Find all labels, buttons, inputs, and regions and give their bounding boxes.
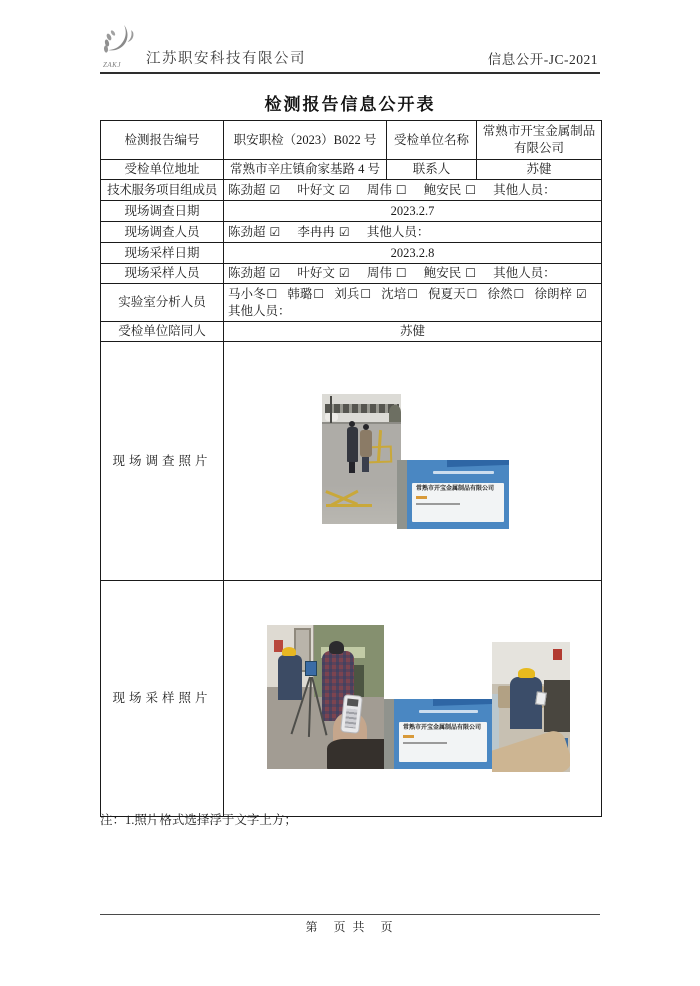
survey-date-label: 现场调查日期 [101,201,224,222]
member-name: 徐朗梓 [534,286,572,301]
member-item [228,182,280,199]
footnote: 注：1.照片格式选择浮于文字上方； [100,813,297,827]
sample-date-value: 2023.2.8 [224,243,602,264]
table-row [101,180,602,201]
member-name: 陈劲超 [228,266,266,281]
member-item [287,286,324,303]
member-name: 沈培 [381,286,407,301]
checkbox-empty-icon: ☐ [360,286,372,301]
blurred-header-text [433,471,495,474]
table-row [101,160,602,180]
member-item [367,265,407,282]
checkbox-checked-icon: ☑ [269,266,281,281]
others-label: 其他人员： [366,224,430,239]
table-row [101,201,602,222]
sample-staff-members [224,264,602,284]
member-item [428,286,477,303]
member-name: 韩璐 [287,286,313,301]
contact-label: 联系人 [387,160,477,180]
sample-photos-area [228,582,597,815]
person-tan-jacket [360,430,372,457]
page-footer [100,914,600,935]
member-item [297,182,349,199]
table-row [101,342,602,581]
member-name: 周伟 [366,182,392,197]
member-name: 叶好文 [297,182,335,197]
page-header [100,26,600,74]
checkbox-empty-icon: ☐ [313,286,325,301]
survey-staff-members [224,222,602,243]
member-item [297,265,349,282]
member-name: 陈劲超 [228,224,266,239]
app-screenshot-photo [384,699,492,769]
screen-top-bar [433,699,492,706]
member-item [297,224,349,241]
table-row [101,222,602,243]
table-row [101,264,602,284]
member-name: 鲍安民 [423,182,462,197]
blurred-address-text [416,503,460,506]
dark-machine [544,680,570,732]
table-row [101,322,602,342]
app-screenshot-photo [397,460,509,529]
checkbox-empty-icon: ☐ [466,286,478,301]
team-label: 技术服务项目组成员 [101,180,224,201]
yellow-hardhat [282,647,296,656]
screen-top-bar [447,460,509,467]
report-no-value: 职安职检（2023）B022 号 [224,121,387,160]
blurred-orange-text [416,496,427,499]
member-name: 陈劲超 [228,182,266,197]
workshop-sampling-photo [267,625,384,769]
red-sign [553,649,562,660]
lamp-post [330,396,332,423]
member-name: 鲍安民 [423,266,462,281]
unit-name-label: 受检单位名称 [387,121,477,160]
member-name: 马小冬 [228,286,266,301]
checkbox-empty-icon: ☐ [407,286,418,301]
member-name: 徐然 [487,286,513,301]
checkbox-checked-icon: ☑ [338,266,350,281]
checkbox-checked-icon: ☑ [269,182,281,197]
member-item [228,224,280,241]
member-name: 周伟 [366,266,392,281]
table-row [101,581,602,817]
member-item [534,286,586,303]
survey-staff-label: 现场调查人员 [101,222,224,243]
member-item [488,286,525,303]
checkbox-checked-icon: ☑ [269,224,281,239]
table-row [101,284,602,322]
survey-photos-label: 现场调查照片 [101,342,224,581]
shrub [389,405,401,422]
company-logo [100,24,142,70]
member-item [424,182,476,199]
sample-photos-label: 现场采样照片 [101,581,224,817]
others-label: 其他人员： [493,266,556,281]
accompany-label: 受检单位陪同人 [101,322,224,342]
member-item [381,286,418,303]
others-label: 其他人员： [493,182,556,197]
app-info-card [412,483,504,522]
handheld-detector [340,694,363,734]
checkbox-checked-icon: ☑ [575,286,587,301]
worker-blue-jacket [278,655,302,700]
report-no-label: 检测报告编号 [101,121,224,160]
checkbox-empty-icon: ☐ [266,286,278,301]
member-name: 倪夏天 [428,286,466,301]
team-members [224,180,602,201]
member-item [334,286,371,303]
member-name: 叶好文 [297,266,335,281]
table-row [101,243,602,264]
sample-photos-cell [224,581,602,817]
blue-sampler-device [305,661,317,676]
blurred-orange-text [403,735,414,738]
person-head [329,641,344,654]
worker-sampling-photo [492,642,570,772]
lab-staff-line2: 其他人员： [228,303,291,318]
member-name: 刘兵 [334,286,360,301]
foreground-arm [492,728,570,772]
yellow-hardhat [518,668,535,678]
logo-swoosh-icon [100,24,142,64]
checkbox-checked-icon: ☑ [338,182,350,197]
member-item [367,182,407,199]
member-name: 李冉冉 [297,224,335,239]
member-item [424,265,476,282]
checkbox-empty-icon: ☐ [395,182,407,197]
sample-date-label: 现场采样日期 [101,243,224,264]
unit-name-value: 常熟市开宝金属制品有限公司 [477,121,602,160]
survey-photos-area [228,343,597,579]
checkbox-empty-icon: ☐ [465,266,476,281]
app-info-card [399,722,487,762]
sample-staff-label: 现场采样人员 [101,264,224,284]
lab-staff-label: 实验室分析人员 [101,284,224,322]
logo-caption: ZAKJ [103,61,121,69]
company-name: 江苏职安科技有限公司 [146,51,306,67]
unit-address-value: 常熟市辛庄镇俞家基路 4 号 [224,160,387,180]
checkbox-empty-icon: ☐ [465,182,476,197]
unit-address-label: 受检单位地址 [101,160,224,180]
survey-date-value: 2023.2.7 [224,201,602,222]
handheld-detector [535,691,547,705]
doc-code: 信息公开-JC-2021 [487,52,598,67]
survey-photos-cell [224,342,602,581]
checkbox-empty-icon: ☐ [513,286,525,301]
accompany-value: 苏健 [224,322,602,342]
page-title: 检测报告信息公开表 [264,95,436,114]
app-card-title: 常熟市开宝金属制品有限公司 [416,486,495,492]
screen-edge [397,460,407,529]
app-card-title: 常熟市开宝金属制品有限公司 [403,725,482,731]
screen-edge [384,699,394,769]
person-dark-coat [347,427,358,462]
blurred-address-text [403,742,447,745]
member-item [228,265,280,282]
table-row [101,121,602,160]
blurred-header-text [419,710,478,713]
survey-site-photo [322,394,401,524]
lab-staff-line1 [228,286,597,303]
member-item [228,286,277,303]
contact-value: 苏健 [477,160,602,180]
checkbox-empty-icon: ☐ [395,266,407,281]
info-table [100,120,602,817]
page-number-text: 第 页 共 页 [305,920,395,934]
lab-staff-members [224,284,602,322]
checkbox-checked-icon: ☑ [338,224,350,239]
dark-sleeve [327,739,384,769]
